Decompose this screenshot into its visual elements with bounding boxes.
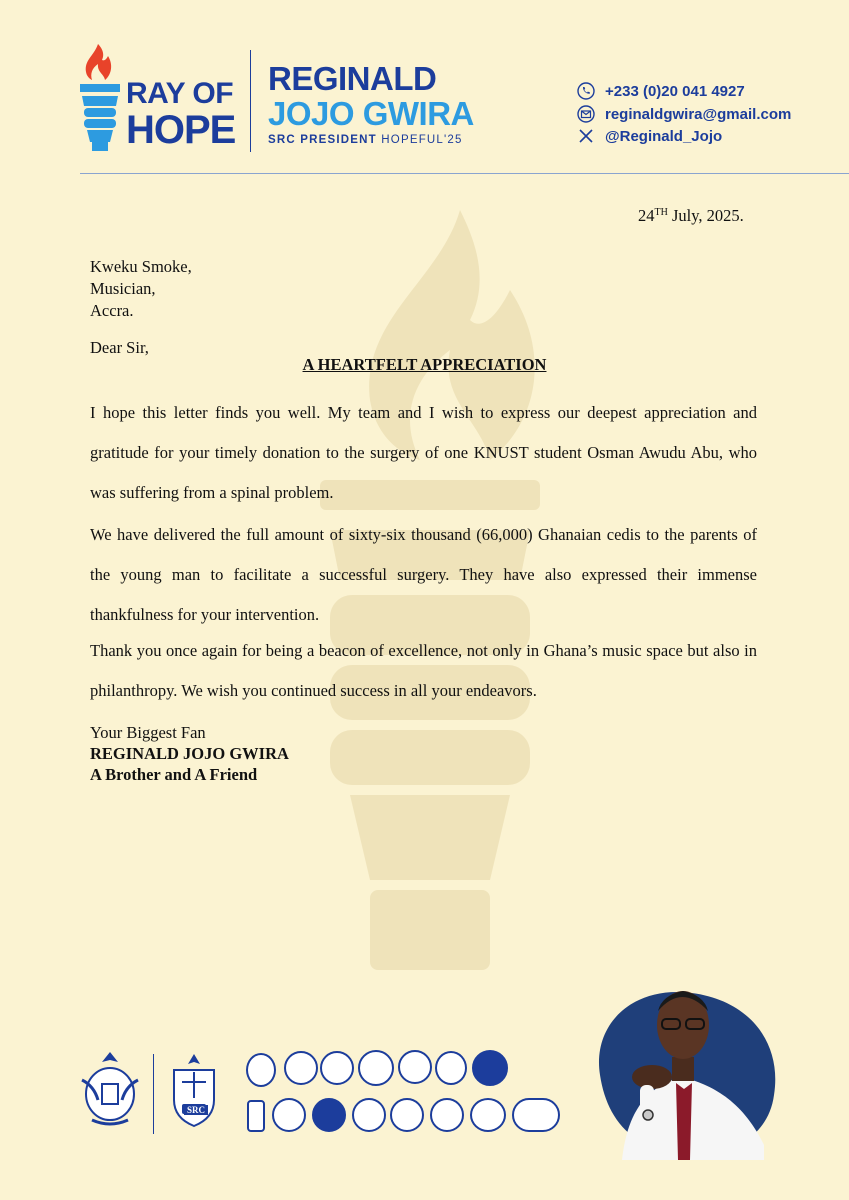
header-divider [250, 50, 251, 152]
logo-line-1: RAY OF [126, 77, 234, 110]
x-handle: @Reginald_Jojo [605, 127, 723, 145]
name-first: REGINALD [268, 60, 437, 97]
contact-email[interactable] [577, 105, 791, 123]
hall-seal-icon [284, 1051, 318, 1085]
salutation: Dear Sir, [90, 338, 149, 357]
phone-icon [577, 82, 595, 100]
torch-logo-icon [78, 42, 124, 152]
footer-divider [153, 1054, 154, 1134]
hall-seal-icon [358, 1050, 394, 1086]
tagline-rest: HOPEFUL'25 [376, 134, 463, 146]
x-logo-icon [577, 127, 595, 145]
tagline-bold: SRC PRESIDENT [268, 134, 377, 146]
photo-portrait [592, 965, 776, 1160]
name-last: JOJO GWIRA [268, 95, 474, 132]
body-paragraph: Thank you once again for being a beacon of excellence, not only in Ghana’s music space but also in philanthropy. We wish you continued success in all your endeavors. [90, 641, 757, 700]
hall-seal-icon [272, 1098, 306, 1132]
letter-subject: A HEARTFELT APPRECIATION [302, 355, 547, 374]
hall-seal-icon [435, 1051, 467, 1085]
email-address: reginaldgwira@gmail.com [605, 105, 792, 123]
contact-phone[interactable] [577, 82, 745, 100]
hall-seal-icon [247, 1100, 265, 1132]
recipient-address [90, 256, 192, 322]
body-paragraph: I hope this letter finds you well. My team and I wish to express our deepest appreciation and gratitude for your timely donation to the surgery of one KNUST student Osman Awudu Abu, who was suffering from a spinal problem. [90, 403, 757, 502]
candidate-name-block [268, 62, 474, 146]
logo-line-2: HOPE [126, 108, 236, 152]
body-paragraph: We have delivered the full amount of sixty-six thousand (66,000) Ghanaian cedis to the parents of the young man to facilitate a successful surgery. They have also expressed their immense thankfulness for your intervention. [90, 525, 757, 624]
contact-x[interactable] [577, 127, 722, 145]
date-day: 24 [638, 206, 655, 225]
date-rest: July, 2025. [667, 206, 744, 225]
hall-seal-icon [352, 1098, 386, 1132]
signatory-name: REGINALD JOJO GWIRA [90, 744, 289, 763]
university-crest-icon [78, 1050, 142, 1130]
email-icon [577, 105, 595, 123]
hall-seal-icon [512, 1098, 560, 1132]
hall-seal-icon [472, 1050, 508, 1086]
letter-date [638, 205, 744, 227]
ray-of-hope-logo [126, 78, 235, 150]
src-crest-icon [164, 1052, 224, 1132]
hall-seal-icon [398, 1050, 432, 1084]
closing-phrase: Your Biggest Fan [90, 723, 206, 742]
hall-seal-icon [470, 1098, 506, 1132]
phone-number: +233 (0)20 041 4927 [605, 82, 745, 100]
tagline [268, 134, 474, 146]
hall-seal-icon [246, 1053, 276, 1087]
header-rule [80, 173, 849, 174]
hall-seal-icon [390, 1098, 424, 1132]
recipient-name: Kweku Smoke, [90, 257, 192, 276]
recipient-title: Musician, [90, 279, 156, 298]
hall-seal-icon [320, 1051, 354, 1085]
closing-block [90, 722, 289, 785]
hall-seal-icon [430, 1098, 464, 1132]
date-suffix: TH [654, 207, 668, 218]
src-seal-label: SRC [184, 1105, 208, 1115]
hall-seal-icon [312, 1098, 346, 1132]
signatory-title: A Brother and A Friend [90, 765, 258, 784]
recipient-city: Accra. [90, 301, 134, 320]
